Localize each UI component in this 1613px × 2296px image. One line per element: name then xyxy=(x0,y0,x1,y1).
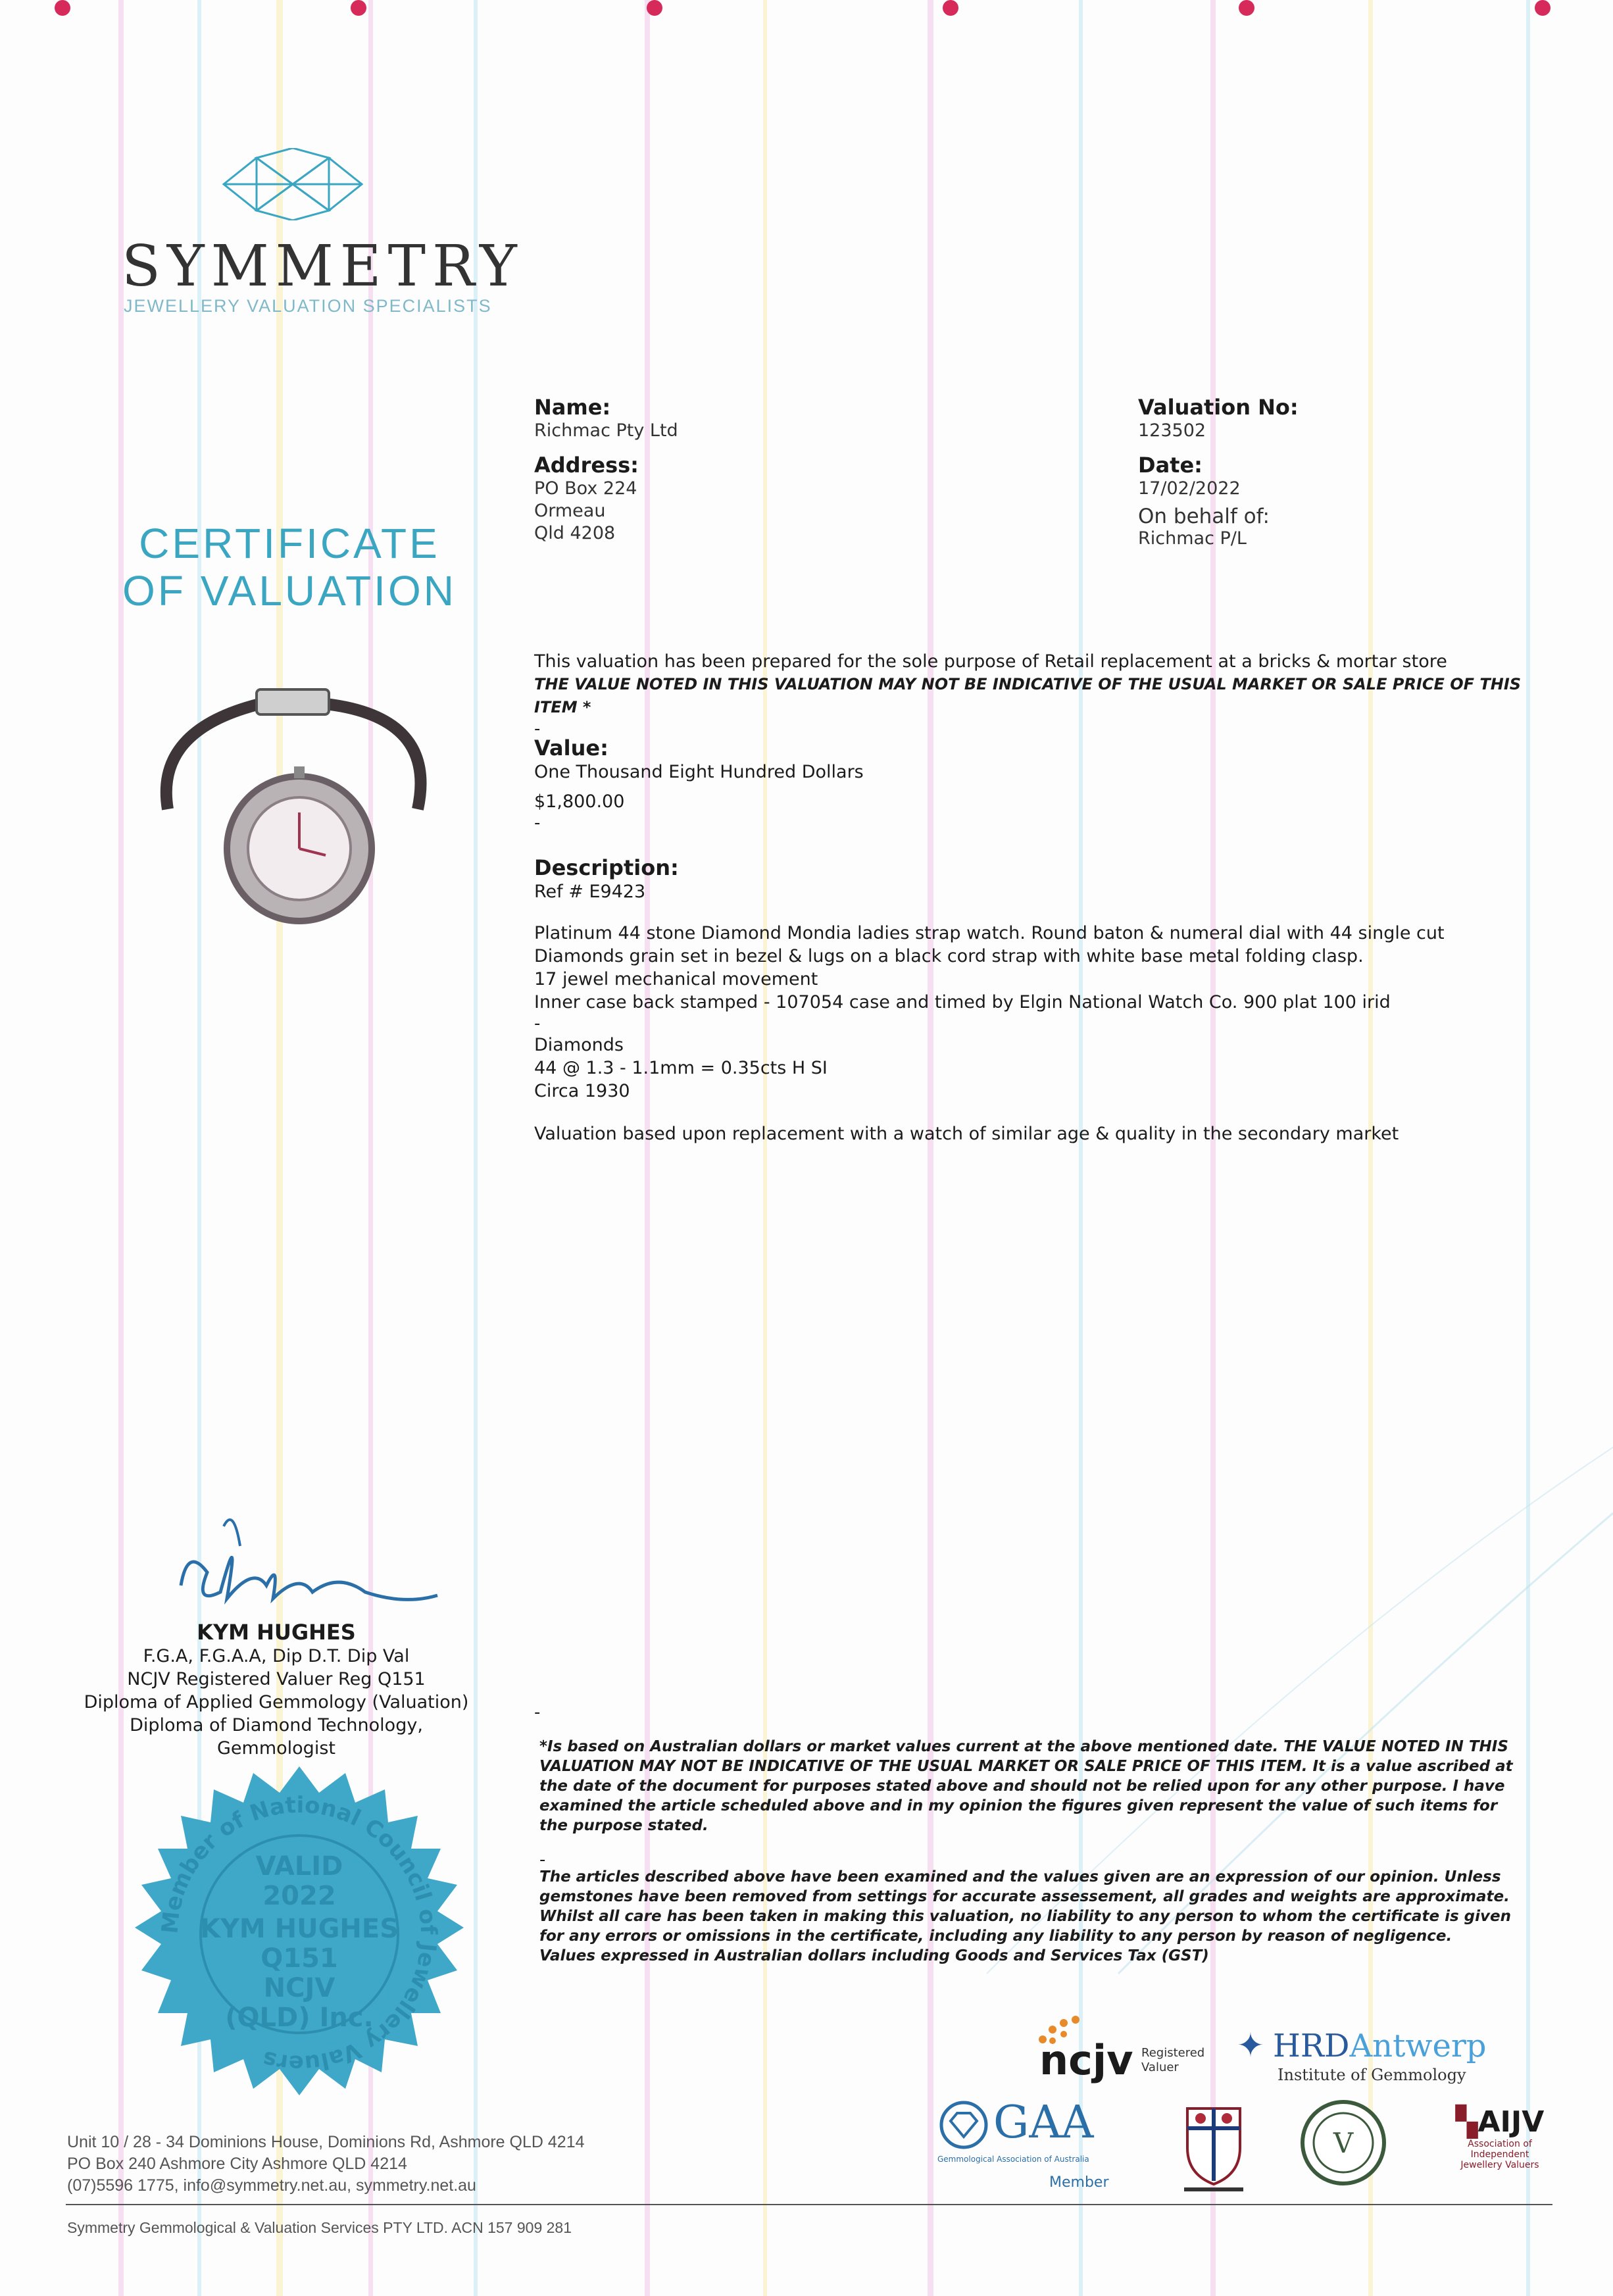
value-label: Value: xyxy=(534,736,608,761)
valuer-credential-2: NCJV Registered Valuer Reg Q151 xyxy=(127,1669,426,1689)
footer-contact: (07)5596 1775, info@symmetry.net.au, symmetry.net.au xyxy=(67,2176,476,2195)
aijv-wordmark: AIJV xyxy=(1477,2105,1545,2139)
seal-ring-text: Member of National Council of Jewellery Valuers xyxy=(157,1791,442,2077)
seal-line5: NCJV xyxy=(263,1973,335,2003)
diamonds-detail: 44 @ 1.3 - 1.1mm = 0.35cts H SI xyxy=(534,1058,828,1078)
valuation-number: 123502 xyxy=(1138,420,1206,441)
description-ref: Ref # E9423 xyxy=(534,882,646,902)
description-label: Description: xyxy=(534,855,679,880)
description-line4: Inner case back stamped - 107054 case and timed by Elgin National Watch Co. 900 plat 100 irid xyxy=(534,992,1391,1012)
footer-address-2: PO Box 240 Ashmore City Ashmore QLD 4214 xyxy=(67,2155,407,2173)
liability-disclaimer: The articles described above have been examined and the values given are an expression of our opinion. Unless gemstones have been removed from settings for accurate assessement, all grades and weights are approximate. Whilst all care has been taken in making this valuation, no liability to any person to whom the certificate is given for any errors or omissions in the certificate, including any liability to any person by reason of negligence. Values expressed in Australian dollars including Goods and Services Tax (GST) xyxy=(539,1868,1511,1964)
footer-company: Symmetry Gemmological & Valuation Services PTY LTD. ACN 157 909 281 xyxy=(67,2219,572,2236)
address-line3: Qld 4208 xyxy=(534,523,616,543)
valuation-number-label: Valuation No: xyxy=(1138,395,1299,420)
antwerp-text: Antwerp xyxy=(1349,2028,1487,2064)
gaa-subtitle: Gemmological Association of Australia xyxy=(937,2155,1089,2164)
gemmological-crest-icon xyxy=(1178,2095,1250,2194)
gaa-logo xyxy=(934,2095,1118,2194)
seal-line2: 2022 xyxy=(262,1881,336,1911)
aijv-logo xyxy=(1444,2105,1556,2184)
valuer-signature xyxy=(168,1507,444,1625)
ncjv-valuer: Valuer xyxy=(1141,2060,1179,2074)
value-warning: THE VALUE NOTED IN THIS VALUATION MAY NOT BE INDICATIVE OF THE USUAL MARKET OR SALE PRICE OF THIS ITEM * xyxy=(534,675,1522,716)
description-line3: 17 jewel mechanical movement xyxy=(534,969,818,989)
company-tagline: JEWELLERY VALUATION SPECIALISTS xyxy=(124,296,492,316)
date-label: Date: xyxy=(1138,453,1203,478)
gaa-gem-icon xyxy=(937,2099,990,2151)
market-value-disclaimer: *Is based on Australian dollars or market values current at the above mentioned date. THE VALUE NOTED IN THIS VALUATION MAY NOT BE INDICATIVE OF THE USUAL MARKET OR SALE PRICE OF THIS ITEM. It is a value ascribed at the date of the document for purposes stated above and should not be relied upon for any other purpose. I have examined the article scheduled above and in my opinion the figures given represent the value of such items for the purpose stated. xyxy=(539,1738,1513,1834)
valuer-v-badge-icon xyxy=(1299,2099,1388,2187)
value-amount: $1,800.00 xyxy=(534,791,625,812)
diamonds-heading: Diamonds xyxy=(534,1035,624,1055)
address-line1: PO Box 224 xyxy=(534,478,637,499)
symmetry-diamond-logo-icon xyxy=(217,148,368,220)
valuer-name: KYM HUGHES xyxy=(197,1620,356,1645)
valuer-credential-1: F.G.A, F.G.A.A, Dip D.T. Dip Val xyxy=(143,1646,410,1666)
v-badge-letter: V xyxy=(1333,2127,1354,2159)
client-name: Richmac Pty Ltd xyxy=(534,420,678,441)
valuation-basis: Valuation based upon replacement with a watch of similar age & quality in the secondary market xyxy=(534,1124,1399,1144)
ncjv-wordmark: ncjv xyxy=(1039,2036,1133,2084)
circa: Circa 1930 xyxy=(534,1081,630,1101)
footer-rule xyxy=(66,2204,1552,2205)
on-behalf-value: Richmac P/L xyxy=(1138,528,1247,549)
separator-dash: - xyxy=(539,1850,546,1870)
valuer-credential-3: Diploma of Applied Gemmology (Valuation) xyxy=(84,1692,469,1712)
certificate-title-line2: OF VALUATION xyxy=(122,567,457,614)
footer-address-1: Unit 10 / 28 - 34 Dominions House, Dominions Rd, Ashmore QLD 4214 xyxy=(67,2133,585,2151)
description-line1: Platinum 44 stone Diamond Mondia ladies strap watch. Round baton & numeral dial with 44 single cut xyxy=(534,923,1445,943)
hrd-text: HRD xyxy=(1273,2028,1350,2064)
address-label: Address: xyxy=(534,453,639,478)
value-in-words: One Thousand Eight Hundred Dollars xyxy=(534,762,864,782)
valuation-date: 17/02/2022 xyxy=(1138,478,1241,499)
separator-dash: - xyxy=(534,719,541,739)
address-line2: Ormeau xyxy=(534,501,606,521)
hrd-antwerp-logo xyxy=(1237,2026,1513,2085)
aijv-subtitle-3: Jewellery Valuers xyxy=(1460,2160,1539,2170)
purpose-statement: This valuation has been prepared for the sole purpose of Retail replacement at a bricks & mortar store xyxy=(534,651,1447,672)
gaa-member: Member xyxy=(1049,2174,1109,2191)
valuer-credential-4: Diploma of Diamond Technology, xyxy=(130,1715,423,1735)
separator-dash: - xyxy=(534,1703,541,1722)
ncjv-registered: Registered xyxy=(1141,2046,1205,2060)
gaa-wordmark: GAA xyxy=(993,2097,1094,2149)
seal-line1: VALID xyxy=(255,1851,343,1882)
aijv-subtitle-1: Association of xyxy=(1468,2139,1532,2149)
company-logo-wordmark: SYMMETRY xyxy=(122,234,524,299)
name-label: Name: xyxy=(534,395,611,420)
hrd-subtitle: Institute of Gemmology xyxy=(1278,2066,1466,2084)
separator-dash: - xyxy=(534,1014,541,1034)
valuer-credential-5: Gemmologist xyxy=(217,1738,335,1759)
seal-line3: KYM HUGHES xyxy=(199,1914,399,1944)
description-line2: Diamonds grain set in bezel & lugs on a black cord strap with white base metal folding clasp. xyxy=(534,946,1364,966)
seal-line6: (QLD) Inc. xyxy=(225,2003,374,2033)
hrd-star-icon: ✦ xyxy=(1237,2026,1264,2064)
seal-line4: Q151 xyxy=(261,1943,338,1974)
aijv-grid-icon: ▚ xyxy=(1455,2105,1478,2139)
ncjv-logo xyxy=(1036,2013,1233,2085)
ncjv-seal-stamp xyxy=(128,1763,470,2105)
watch-photo xyxy=(128,678,457,941)
certificate-title xyxy=(99,520,480,614)
certificate-title-line1: CERTIFICATE xyxy=(139,520,440,567)
on-behalf-label: On behalf of: xyxy=(1138,505,1270,528)
separator-dash: - xyxy=(534,813,541,833)
aijv-subtitle-2: Independent xyxy=(1470,2149,1529,2160)
